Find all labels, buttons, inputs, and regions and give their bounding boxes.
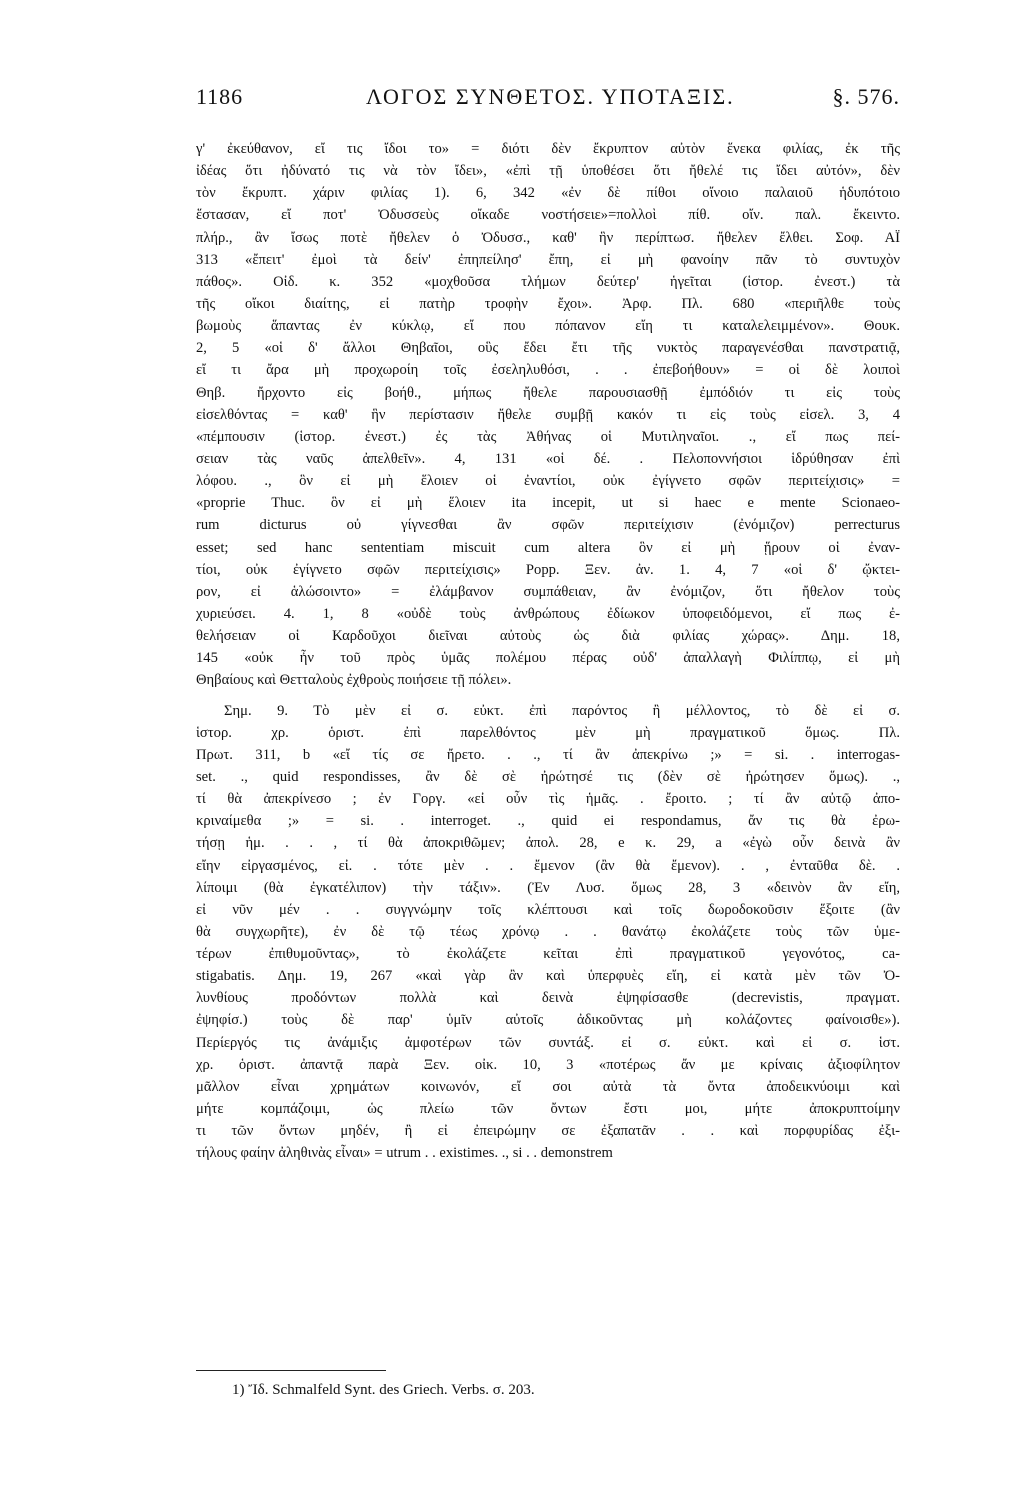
text-line: λόφου. ., ὃν εἰ μὴ ἕλοιεν οἱ ἐναντίοι, οὐκ ἐγίγνετο σφῶν περιτείχισις» = <box>196 473 900 490</box>
text-line: μᾶλλον εἶναι χρημάτων κοινωνόν, εἴ σοι αὐτὰ τὰ ὄντα ἀποδεικνύοιμι καὶ <box>196 1078 900 1095</box>
text-line: εἴ τι ἄρα μὴ προχωροίη τοῖς ἐσεληλυθόσι, . . ἐπεβοήθουν» = οἱ δὲ λοιποὶ <box>196 362 900 379</box>
text-line: 2, 5 «οἱ δ' ἄλλοι Θηβαῖοι, οὓς ἔδει ἔτι τῆς νυκτὸς παραγενέσθαι πανστρατιᾷ, <box>196 340 900 357</box>
running-title: ΛΟΓΟΣ ΣΥΝΘΕΤΟΣ. ΥΠΟΤΑΞΙΣ. <box>366 84 735 109</box>
text-line: εἴην εἰργασμένος, εἰ. . τότε μὲν . . ἔμενον (ἂν θὰ ἔμενον). . , ἐνταῦθα δὲ. . <box>196 857 900 874</box>
text-line: Σημ. 9. Τὸ μὲν εἰ σ. εὐκτ. ἐπὶ παρόντος ἢ μέλλοντος, τὸ δὲ εἰ σ. <box>224 702 900 719</box>
text-line: τήλους φαίην ἀληθινὰς εἶναι» = utrum . . existimes. ., si . . demonstrem <box>196 1145 613 1162</box>
text-line: εἰ νῦν μέν . . συγγνώμην τοῖς κλέπτουσι καὶ τοῖς δωροδοκοῦσιν ἕξοιτε (ἂν <box>196 901 900 918</box>
text-line: ἱστορ. χρ. ὁριστ. ἐπὶ παρελθόντος μὲν μὴ πραγματικοῦ ὅμως. Πλ. <box>196 724 900 741</box>
page-number: 1186 <box>196 84 244 109</box>
text-line: κριναίμεθα ;» = si. . interroget. ., quid ei respondamus, ἄν τις θὰ ἐρω- <box>196 813 900 830</box>
footnote-rule <box>196 1370 386 1371</box>
text-line: τήσῃ ἡμ. . . , τί θὰ ἀποκριθῶμεν; ἀπολ. 28, e κ. 29, a «ἐγὼ οὖν δεινὰ ἂν <box>196 835 900 852</box>
section-number: §. 576. <box>832 84 900 109</box>
paragraph-gap <box>196 692 900 700</box>
text-line: 145 «οὐκ ἦν τοῦ πρὸς ὑμᾶς πολέμου πέρας οὐδ' ἀπαλλαγὴ Φιλίππῳ, εἰ μὴ <box>196 650 900 667</box>
text-line: τι τῶν ὄντων μηδέν, ἢ εἰ ἐπειρώμην σε ἐξαπατᾶν . . καὶ πορφυρίδας ἐξι- <box>196 1123 900 1140</box>
text-line: βωμοὺς ἅπαντας ἐν κύκλῳ, εἴ που πόπανον εἴη τι καταλελειμμένον». Θουκ. <box>196 318 900 335</box>
text-line: λυνθίους προδόντων πολλὰ καὶ δεινὰ ἐψηφίσασθε (decrevistis, πραγματ. <box>196 990 900 1007</box>
text-line: χρ. ὁριστ. ἀπαντᾷ παρὰ Ξεν. οἰκ. 10, 3 «ποτέρως ἄν με κρίναις ἀξιοφίλητον <box>196 1056 900 1073</box>
text-line: πλήρ., ἂν ἴσως ποτὲ ἤθελεν ὁ Ὀδυσσ., καθ' ἣν περίπτωσ. ἤθελεν ἔλθει. Σοφ. ΑΪ <box>196 229 900 246</box>
text-line: Θηβαίους καὶ Θετταλοὺς ἐχθροὺς ποιήσειε τῇ πόλει». <box>196 672 512 689</box>
text-line: θὰ συγχωρῆτε), ἐν δὲ τῷ τέως χρόνῳ . . θανάτῳ ἐκολάζετε τοὺς τῶν ὑμε- <box>196 923 900 940</box>
text-line: ἕστασαν, εἴ ποτ' Ὀδυσσεὺς οἴκαδε νοστήσειε»=πολλοὶ πίθ. οἴν. παλ. ἔκειντο. <box>196 207 900 224</box>
text-line: θελήσειαν οἱ Καρδοῦχοι διεῖναι αὐτοὺς ὡς διὰ φιλίας χώρας». Δημ. 18, <box>196 628 900 645</box>
text-line: rum dicturus οὐ γίγνεσθαι ἂν σφῶν περιτείχισιν (ἐνόμιζον) perrecturus <box>196 517 900 534</box>
text-line: γ' ἐκεύθανον, εἴ τις ἴδοι το» = διότι δὲν ἔκρυπτον αὐτὸν ἕνεκα φιλίας, ἐκ τῆς <box>196 141 900 157</box>
text-line: «proprie Thuc. ὃν εἰ μὴ ἕλοιεν ita incepit, ut si haec e mente Scionaeo- <box>196 495 900 512</box>
text-line: Περίεργός τις ἀνάμιξις ἀμφοτέρων τῶν συντάξ. εἰ σ. εὐκτ. καὶ εἰ σ. ἱστ. <box>196 1034 900 1051</box>
text-line: ἐψηφίσ.) τοὺς δὲ παρ' ὑμῖν αὐτοῖς ἀδικοῦντας μὴ κολάζοντες φαίνοισθε»). <box>196 1012 900 1029</box>
text-line: εἰσελθόντας = καθ' ἣν περίστασιν ἤθελε συμβῇ κακόν τι εἰς τοὺς εἰσελ. 3, 4 <box>196 406 900 423</box>
text-line: τίοι, οὐκ ἐγίγνετο σφῶν περιτείχισις» Popp. Ξεν. ἀν. 1. 4, 7 «οἱ δ' ᾤκτει- <box>196 561 900 578</box>
text-line: Θηβ. ἤρχοντο εἰς βοήθ., μήπως ἤθελε παρουσιασθῇ ἐμπόδιόν τι εἰς τοὺς <box>196 384 900 401</box>
text-line: ἰδέας ὅτι ἠδύνατό τις νὰ τὸν ἴδει», «ἐπὶ τῇ ὑποθέσει ὅτι ἤθελέ τις ἴδει αὐτόν», δὲν <box>196 163 900 180</box>
text-line: stigabatis. Δημ. 19, 267 «καὶ γὰρ ἂν καὶ ὑπερφυὲς εἴη, εἰ κατὰ μὲν τῶν Ὀ- <box>196 968 900 985</box>
paragraph-main <box>196 138 900 692</box>
text-line: set. ., quid respondisses, ἂν δὲ σὲ ἠρώτησέ τις (δὲν σὲ ἠρώτησεν ὅμως). ., <box>196 768 900 785</box>
text-line: «πέμπουσιν (ἱστορ. ἐνεστ.) ἐς τὰς Ἀθήνας οἱ Μυτιληναῖοι. ., εἴ πως πεί- <box>196 428 900 445</box>
text-line: τῆς οἴκοι διαίτης, εἰ πατὴρ τροφὴν ἔχοι». Ἀρφ. Πλ. 680 «περιῆλθε τοὺς <box>196 295 900 312</box>
text-line: τὸν ἔκρυπτ. χάριν φιλίας 1). 6, 342 «ἐν δὲ πίθοι οἴνοιο παλαιοῦ ἡδυπότοιο <box>196 185 900 202</box>
text-line: ρον, εἰ ἁλώσοιντο» = ἐλάμβανον συμπάθειαν, ἂν ἐνόμιζον, ὅτι ἤθελον τοὺς <box>196 583 900 600</box>
text-line: χυριεύσει. 4. 1, 8 «οὐδὲ τοὺς ἀνθρώπους ἐδίωκον ὑποφειδόμενοι, εἴ πως ἐ- <box>196 605 900 622</box>
footnote: 1) Ἴδ. Schmalfeld Synt. des Griech. Verbs. σ. 203. <box>232 1382 535 1398</box>
text-line: πάθος». Οἰδ. κ. 352 «μοχθοῦσα τλήμων δεύτερ' ἡγεῖται (ἱστορ. ἐνεστ.) τὰ <box>196 273 900 290</box>
text-line: σειαν τὰς ναῦς ἀπελθεῖν». 4, 131 «οἱ δέ. . Πελοποννήσιοι ἱδρύθησαν ἐπὶ <box>196 450 900 467</box>
text-line: Πρωτ. 311, b «εἴ τίς σε ἤρετο. . ., τί ἂν ἀπεκρίνω ;» = si. . interrogas- <box>196 746 900 763</box>
running-header <box>196 84 900 124</box>
text-line: esset; sed hanc sententiam miscuit cum altera ὃν εἰ μὴ ᾕρουν οἱ ἐναν- <box>196 539 900 556</box>
paragraph-note-9 <box>196 700 900 1165</box>
text-line: τέρων ἐπιθυμοῦντας», τὸ ἐκολάζετε κεῖται ἐπὶ πραγματικοῦ γεγονότος, ca- <box>196 946 900 963</box>
text-line: τί θὰ ἀπεκρίνεσο ; ἐν Γοργ. «εἰ οὖν τὶς ἡμᾶς. . ἔροιτο. ; τί ἂν αὐτῷ ἀπο- <box>196 791 900 808</box>
text-line: μήτε κομπάζοιμι, ὡς πλείω τῶν ὄντων ἔστι μοι, μήτε ἀποκρυπτοίμην <box>196 1101 900 1118</box>
text-line: λίποιμι (θὰ ἐγκατέλιπον) τὴν τάξιν». (Ἐν Λυσ. ὅμως 28, 3 «δεινὸν ἂν εἴη, <box>196 879 900 896</box>
text-line: 313 «ἔπειτ' ἐμοὶ τὰ δείν' ἐπηπείλησ' ἔπη, εἰ μὴ φανοίην πᾶν τὸ συντυχὸν <box>196 251 900 268</box>
body-text <box>196 138 900 1164</box>
